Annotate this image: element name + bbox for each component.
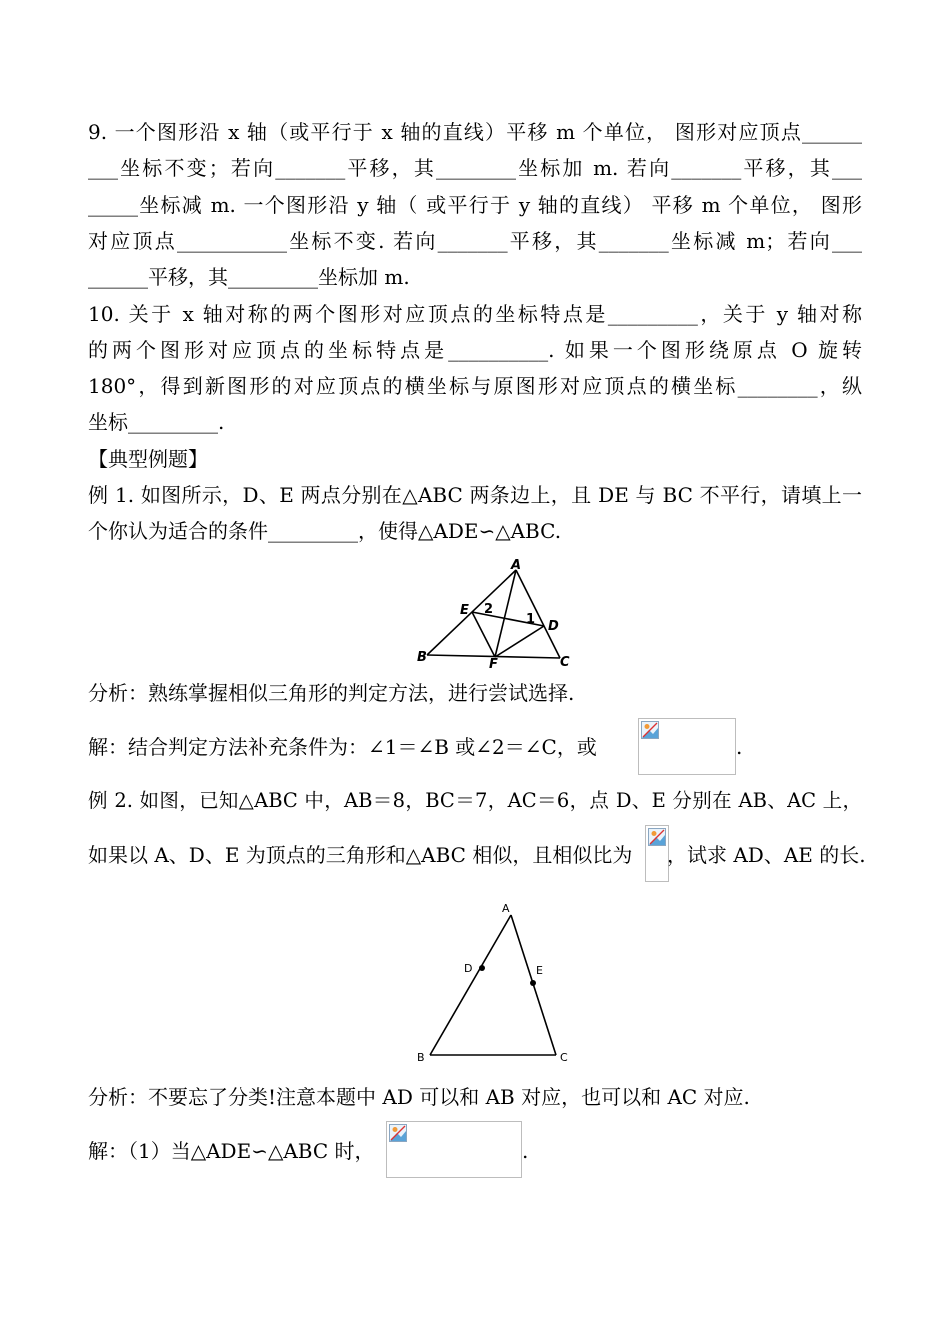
ex1-label-a: A bbox=[511, 558, 522, 573]
q10-line-3: 180°，得到新图形的对应顶点的横坐标与原图形对应顶点的横坐标________，纵 bbox=[88, 374, 862, 398]
ex1-angle-1: 1 bbox=[526, 612, 536, 627]
q9-line-3: _____坐标减 m. 一个图形沿 y 轴（ 或平行于 y 轴的直线） 平移 m 个单位， 图形 bbox=[88, 193, 862, 217]
ex1-label-d: D bbox=[548, 619, 559, 634]
ex2-label-c: C bbox=[560, 1051, 568, 1064]
ex2-label-e: E bbox=[536, 964, 543, 977]
ex2-ratio-image bbox=[645, 825, 669, 882]
ex1-label-b: B bbox=[417, 650, 427, 665]
ex1-label-e: E bbox=[460, 603, 469, 618]
q9-line-2: ___坐标不变；若向_______平移，其________坐标加 m. 若向_______平移，其___ bbox=[88, 156, 862, 180]
ex1-solution-image bbox=[638, 718, 736, 775]
ex1-solution-end: . bbox=[736, 735, 743, 759]
ex2-triangle-figure bbox=[405, 895, 585, 1070]
q10-line-2: 的两个图形对应顶点的坐标特点是__________. 如果一个图形绕原点 O 旋转 bbox=[88, 338, 862, 362]
broken-image-icon bbox=[641, 721, 659, 739]
ex1-analysis: 分析：熟练掌握相似三角形的判定方法，进行尝试选择. bbox=[88, 681, 575, 705]
ex2-analysis: 分析：不要忘了分类!注意本题中 AD 可以和 AB 对应，也可以和 AC 对应. bbox=[88, 1085, 750, 1109]
ex1-triangle-figure bbox=[405, 555, 585, 675]
ex1-line-1: 例 1. 如图所示，D、E 两点分别在△ABC 两条边上，且 DE 与 BC 不平行，请填上一 bbox=[88, 483, 862, 507]
ex2-label-a: A bbox=[502, 902, 510, 915]
ex2-solution-end: . bbox=[522, 1139, 529, 1163]
ex1-solution: 解：结合判定方法补充条件为：∠1＝∠B 或∠2＝∠C，或 bbox=[88, 735, 597, 759]
ex2-solution: 解：（1）当△ADE∽△ABC 时， bbox=[88, 1139, 375, 1163]
ex2-label-d: D bbox=[464, 962, 473, 975]
ex1-label-f: F bbox=[489, 657, 498, 672]
ex2-label-b: B bbox=[417, 1051, 425, 1064]
broken-image-icon bbox=[389, 1124, 407, 1142]
q9-line-4: 对应顶点___________坐标不变. 若向_______平移，其_______坐标减 m；若向___ bbox=[88, 229, 862, 253]
ex2-line-1: 例 2. 如图，已知△ABC 中，AB＝8，BC＝7，AC＝6，点 D、E 分别在 AB、AC 上， bbox=[88, 789, 862, 812]
q9-line-5: ______平移，其_________坐标加 m. bbox=[88, 265, 410, 289]
q10-line-1: 10. 关于 x 轴对称的两个图形对应顶点的坐标特点是_________，关于 y 轴对称 bbox=[88, 302, 862, 326]
q9-line-1: 9. 一个图形沿 x 轴（或平行于 x 轴的直线）平移 m 个单位， 图形对应顶点______ bbox=[88, 120, 862, 144]
ex2-line-2-end: ，试求 AD、AE 的长. bbox=[667, 843, 866, 867]
broken-image-icon bbox=[648, 828, 666, 846]
q10-line-4: 坐标_________. bbox=[88, 410, 225, 434]
ex2-solution-image bbox=[386, 1121, 522, 1178]
ex1-angle-2: 2 bbox=[484, 602, 494, 617]
section-title: 【典型例题】 bbox=[88, 447, 208, 471]
ex2-line-2: 如果以 A、D、E 为顶点的三角形和△ABC 相似，且相似比为 bbox=[88, 843, 633, 867]
ex1-line-2: 个你认为适合的条件_________，使得△ADE∽△ABC. bbox=[88, 519, 562, 543]
ex1-label-c: C bbox=[560, 655, 570, 670]
